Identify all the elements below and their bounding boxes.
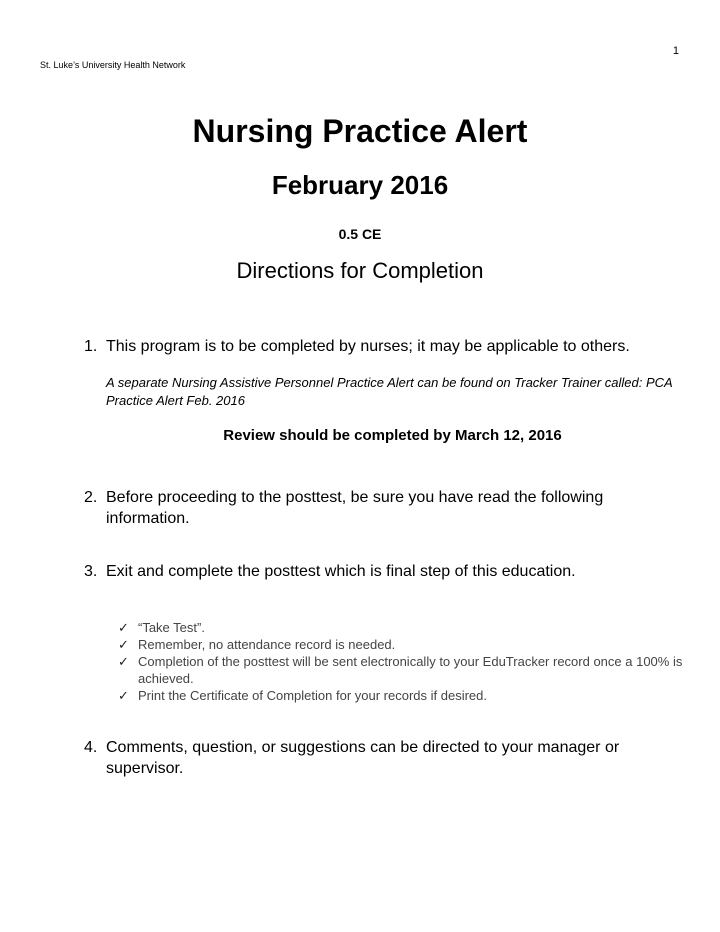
checkmark-icon: ✓ — [118, 637, 129, 652]
document-subtitle: February 2016 — [271, 170, 449, 200]
checklist-item: ✓ Completion of the posttest will be sent electronically to your EduTracker record once a 100% is achieved. — [118, 654, 683, 686]
checklist-item: ✓ Remember, no attendance record is needed. — [118, 637, 396, 652]
checkmark-icon: ✓ — [118, 688, 129, 703]
header-organization: St. Luke’s University Health Network — [40, 60, 186, 70]
list-item-text: Before proceeding to the posttest, be sure you have read the following information. — [106, 489, 604, 527]
checkmark-icon: ✓ — [118, 654, 129, 669]
checklist-item: ✓ Print the Certificate of Completion for your records if desired. — [118, 688, 487, 703]
directions-heading: Directions for Completion — [236, 258, 484, 283]
list-item-number: 3. — [84, 563, 98, 580]
list-item-number: 2. — [84, 489, 98, 506]
checkmark-icon: ✓ — [118, 620, 129, 635]
checklist-item: ✓ “Take Test”. — [118, 620, 205, 635]
list-item-1 — [84, 336, 664, 357]
list-item-number: 1. — [84, 338, 98, 355]
list-item-number: 4. — [84, 739, 98, 756]
list-item-text: This program is to be completed by nurses; it may be applicable to others. — [106, 338, 630, 355]
list-item-2 — [84, 487, 664, 529]
page-number: 1 — [672, 45, 679, 57]
italic-note: A separate Nursing Assistive Personnel Practice Alert can be found on Tracker Trainer called: PCA Practice Alert Feb. 2016 — [106, 375, 673, 408]
review-deadline: Review should be completed by March 12, 2016 — [223, 427, 562, 444]
list-item-4 — [84, 737, 664, 779]
list-item-text: Exit and complete the posttest which is final step of this education. — [106, 563, 576, 580]
checklist — [118, 619, 688, 704]
document-title: Nursing Practice Alert — [192, 113, 528, 149]
ce-credit: 0.5 CE — [338, 226, 382, 242]
list-item-3 — [84, 561, 664, 582]
list-item-text: Comments, question, or suggestions can be directed to your manager or supervisor. — [106, 739, 620, 777]
